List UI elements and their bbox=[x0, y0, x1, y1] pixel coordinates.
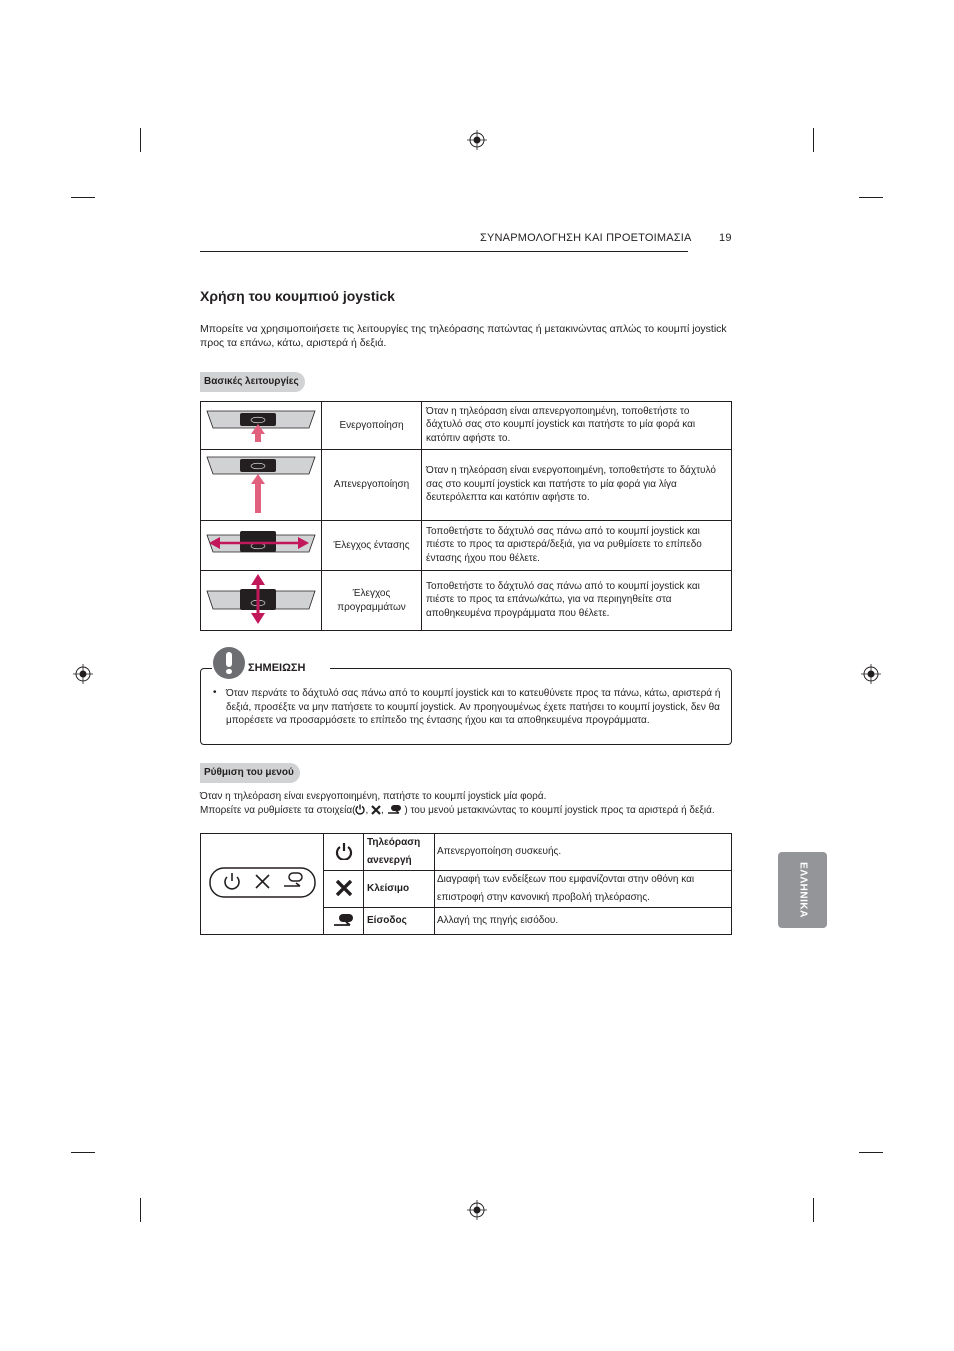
table-row bbox=[201, 521, 732, 571]
exclamation-icon bbox=[213, 647, 245, 679]
power-icon bbox=[335, 842, 353, 860]
menu-paragraph bbox=[200, 790, 732, 817]
crop-mark bbox=[140, 128, 141, 152]
section-header: ΣΥΝΑΡΜΟΛΟΓΗΣΗ ΚΑΙ ΠΡΟΕΤΟΙΜΑΣΙΑ bbox=[480, 232, 692, 244]
crop-mark bbox=[71, 197, 95, 198]
registration-mark-icon bbox=[467, 130, 487, 150]
crop-mark bbox=[140, 1198, 141, 1222]
close-icon bbox=[371, 805, 381, 815]
function-name: Έλεγχος έντασης bbox=[322, 521, 422, 571]
table-row bbox=[201, 402, 732, 450]
menu-item-label: Κλείσιμο bbox=[364, 871, 435, 908]
menu-item-label: Τηλεόραση ανενεργή bbox=[364, 834, 435, 871]
crop-mark bbox=[813, 1198, 814, 1222]
function-name: Απενεργοποίηση bbox=[322, 450, 422, 521]
registration-mark-icon bbox=[73, 664, 93, 684]
crop-mark bbox=[71, 1152, 95, 1153]
crop-mark bbox=[859, 197, 883, 198]
page-number: 19 bbox=[719, 232, 732, 244]
menu-item-description: Απενεργοποίηση συσκευής. bbox=[435, 834, 732, 871]
function-description: Όταν η τηλεόραση είναι απενεργοποιημένη, τοποθετήστε το δάχτυλό σας στο κουμπί joystick και πατήστε το μία φορά και κατόπιν αφήστε το. bbox=[422, 402, 732, 450]
close-icon bbox=[335, 879, 353, 897]
menu-line-1: Όταν η τηλεόραση είναι ενεργοποιημένη, πατήστε το κουμπί joystick μία φορά. bbox=[200, 791, 547, 802]
menu-settings-label: Ρύθμιση του μενού bbox=[200, 763, 300, 783]
joystick-left-right-icon bbox=[201, 521, 321, 567]
table-row bbox=[201, 450, 732, 521]
function-description: Όταν η τηλεόραση είναι ενεργοποιημένη, τοποθετήστε το δάχτυλό σας στο κουμπί joystick και πατήστε το μία φορά για λίγα δευτερόλεπτα και κατόπιν αφήστε το. bbox=[422, 450, 732, 521]
table-row bbox=[201, 834, 732, 871]
crop-mark bbox=[813, 128, 814, 152]
basic-functions-label: Βασικές λειτουργίες bbox=[200, 372, 305, 392]
joystick-hold-up-icon bbox=[201, 450, 321, 517]
language-tab: ΕΛΛΗΝΙΚΑ bbox=[778, 852, 827, 928]
menu-line-2: Μπορείτε να ρυθμίσετε τα στοιχεία( , , ) του μενού μετακινώντας το κουμπί joystick προς τα αριστερά ή δεξιά. bbox=[200, 804, 715, 816]
function-name: Έλεγχος προγραμμάτων bbox=[322, 571, 422, 631]
registration-mark-icon bbox=[861, 664, 881, 684]
function-name: Ενεργοποίηση bbox=[322, 402, 422, 450]
note-title: ΣΗΜΕΙΩΣΗ bbox=[248, 662, 306, 674]
menu-item-description: Αλλαγή της πηγής εισόδου. bbox=[435, 908, 732, 935]
menu-bar-icon bbox=[201, 835, 323, 931]
menu-item-label: Είσοδος bbox=[364, 908, 435, 935]
note-text: Όταν περνάτε το δάχτυλό σας πάνω από το κουμπί joystick και το κατευθύνετε προς τα πάνω, κάτω, αριστερά ή δεξιά, προσέξτε να μην πατήσετε το κουμπί joystick. Αν προηγουμένως έχετε πατήσει το κουμπί joystick, δεν θα μπορέσετε να προσαρμόσετε το επίπεδο της έντασης ήχου και τα αποθηκευμένα προγράμματα. bbox=[226, 688, 721, 726]
power-icon bbox=[355, 804, 365, 815]
page-title: Χρήση του κουμπιού joystick bbox=[200, 288, 395, 304]
basic-functions-table bbox=[200, 401, 732, 631]
input-icon bbox=[387, 804, 402, 815]
menu-item-description: Διαγραφή των ενδείξεων που εμφανίζονται στην οθόνη και επιστροφή στην κανονική προβολή τηλεόρασης. bbox=[435, 871, 732, 908]
menu-table bbox=[200, 833, 732, 935]
function-description: Τοποθετήστε το δάχτυλό σας πάνω από το κουμπί joystick και πιέστε το προς τα αριστερά/δεξιά, για να ρυθμίσετε το επίπεδο έντασης ήχου που θέλετε. bbox=[422, 521, 732, 571]
input-icon bbox=[333, 913, 355, 927]
bullet: • bbox=[213, 687, 217, 698]
header-rule bbox=[200, 251, 688, 252]
joystick-up-down-icon bbox=[201, 571, 321, 627]
table-row bbox=[201, 571, 732, 631]
intro-paragraph: Μπορείτε να χρησιμοποιήσετε τις λειτουργίες της τηλεόρασης πατώντας ή μετακινώντας απλώς το κουμπί joystick προς τα επάνω, κάτω, αριστερά ή δεξιά. bbox=[200, 323, 727, 349]
crop-mark bbox=[859, 1152, 883, 1153]
registration-mark-icon bbox=[467, 1200, 487, 1220]
joystick-press-up-icon bbox=[201, 402, 321, 446]
function-description: Τοποθετήστε το δάχτυλό σας πάνω από το κουμπί joystick και πιέστε το προς τα επάνω/κάτω, για να περιηγηθείτε στα αποθηκευμένα προγράμματα που θέλετε. bbox=[422, 571, 732, 631]
